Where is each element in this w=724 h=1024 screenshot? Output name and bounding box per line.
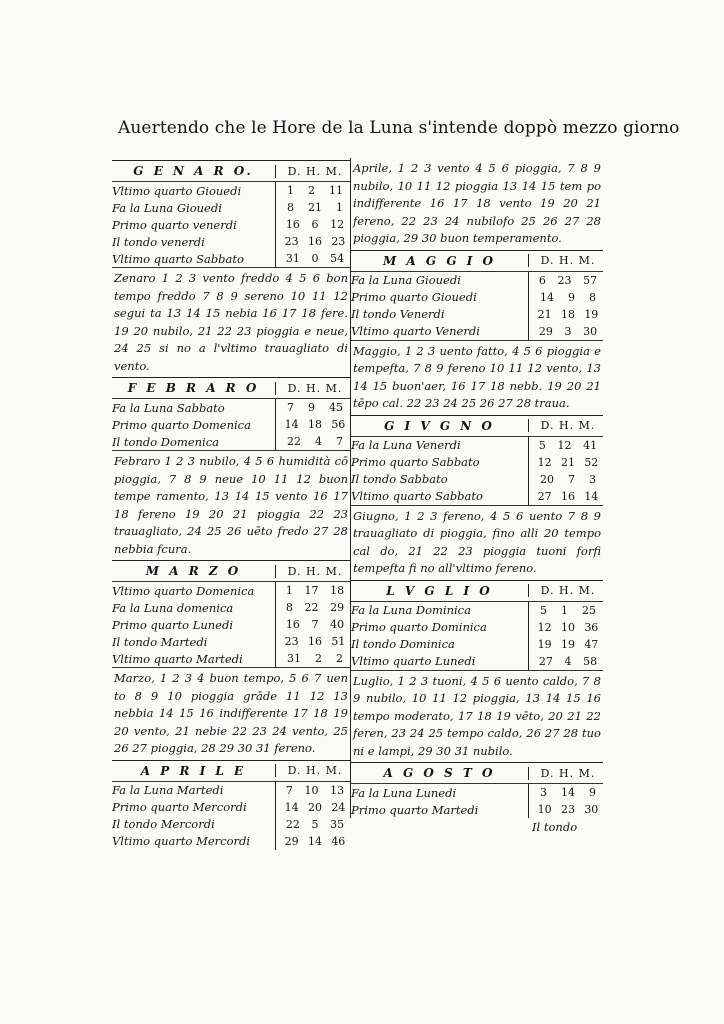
phase-label: Vltimo quarto Sabbato [112, 251, 244, 266]
hour-value: 4 [315, 435, 322, 448]
minute-value: 14 [584, 489, 599, 503]
minute-value: 30 [584, 803, 599, 816]
hour-value: 7 [311, 618, 319, 631]
weather-text-giugno: Giugno, 1 2 3 fereno, 4 5 6 uento 7 8 9 trauagliato di pioggia, fino alli 20 tempo cal do, 21 22 23 pioggia tuoni forfi tempefta fi no all'vltimo fereno. [353, 508, 601, 575]
dhm-header: D. H. M. [528, 419, 603, 432]
month-name: L V G L I O [386, 583, 493, 598]
phase-label: Il tondo Venerdi [351, 307, 445, 321]
month-header-luglio [351, 581, 603, 601]
phase-label: Primo quarto Martedi [351, 802, 479, 817]
day-value: 5 [538, 438, 546, 452]
minute-value: 47 [584, 637, 599, 651]
dhm-header: D. H. M. [275, 764, 350, 777]
phase-label: Vltimo quarto Sabbato [351, 489, 483, 503]
hour-value: 20 [307, 800, 322, 814]
month-header-giugno [351, 416, 603, 436]
hour-value: 16 [307, 635, 322, 648]
month-name: A G O S T O [383, 766, 496, 780]
hour-value: 18 [560, 307, 575, 321]
phase-row [351, 602, 603, 619]
phase-row [351, 619, 603, 636]
month-header-marzo [112, 561, 350, 581]
phase-row [351, 784, 603, 801]
phase-row [112, 582, 350, 599]
phase-row [351, 471, 603, 488]
day-value: 12 [537, 620, 552, 634]
weather-text-maggio: Maggio, 1 2 3 uento fatto, 4 5 6 pioggia e tempefta, 7 8 9 fereno 10 11 12 vento, 13 14 15 buon'aer, 16 17 18 nebb. 19 20 21 tēpo cal. 22 23 24 25 26 27 28 traua. [353, 343, 601, 410]
catchword: Il tondo [532, 820, 578, 834]
day-value: 1 [285, 584, 293, 597]
minute-value: 54 [330, 252, 345, 265]
minute-value: 24 [331, 800, 346, 814]
day-value: 10 [537, 803, 552, 816]
day-value: 31 [285, 252, 300, 265]
weather-text-aprile: Aprile, 1 2 3 vento 4 5 6 pioggia, 7 8 9 nubilo, 10 11 12 pioggia 13 14 15 tem po indifferente 16 17 18 vento 19 20 21 fereno, 22 23 24 nubilofo 25 26 27 28 pioggia, 29 30 buon temperamento. [353, 161, 601, 245]
minute-value: 2 [336, 652, 343, 665]
hour-value: 14 [307, 834, 322, 848]
phase-row [112, 782, 350, 799]
weather-text-febraro: Febraro 1 2 3 nubilo, 4 5 6 humidità cō pioggia, 7 8 9 neue 10 11 12 buon tempe ramento, 13 14 15 vento 16 17 18 fereno 19 20 21 pioggia 22 23 trauagliato, 24 25 26 uēto fredo 27 28 nebbia fcura. [114, 454, 348, 556]
phase-label: Primo quarto venerdi [112, 217, 237, 232]
minute-value: 25 [582, 603, 596, 617]
day-value: 23 [284, 235, 299, 248]
hour-value: 6 [311, 218, 319, 231]
phase-label: Primo quarto Domenica [112, 417, 251, 432]
hour-value: 23 [557, 273, 572, 287]
day-value: 22 [287, 435, 301, 448]
minute-value: 51 [331, 635, 346, 648]
phase-label: Il tondo Mercordi [112, 817, 215, 831]
phase-row [112, 650, 350, 667]
hour-value: 4 [564, 654, 572, 668]
hour-value: 18 [307, 418, 322, 431]
hour-value: 21 [308, 201, 322, 214]
minute-value: 46 [331, 834, 346, 848]
month-header-febraro [112, 378, 350, 398]
hour-value: 12 [557, 438, 572, 452]
month-header-genaro [112, 161, 350, 181]
month-name: A P R I L E [140, 763, 247, 778]
phase-label: Vltimo quarto Domenica [112, 583, 255, 598]
hour-value: 2 [315, 652, 322, 665]
hour-value: 23 [560, 803, 575, 816]
hour-value: 16 [307, 235, 322, 248]
minute-value: 8 [589, 290, 596, 304]
minute-value: 1 [336, 201, 343, 214]
day-value: 29 [284, 834, 299, 848]
phase-row [351, 454, 603, 471]
hour-value: 21 [560, 455, 575, 469]
minute-value: 12 [330, 218, 345, 231]
minute-value: 3 [589, 472, 596, 486]
month-name: F E B R A R O [127, 381, 260, 395]
phase-row [112, 616, 350, 633]
minute-value: 36 [584, 620, 599, 634]
phase-label: Il tondo Martedi [112, 634, 208, 649]
phase-row [112, 816, 350, 833]
minute-value: 19 [584, 307, 599, 321]
phase-row [112, 833, 350, 850]
minute-value: 23 [331, 235, 346, 248]
minute-value: 56 [331, 418, 346, 431]
minute-value: 35 [330, 817, 345, 831]
hour-value: 2 [308, 184, 315, 197]
minute-value: 58 [583, 654, 598, 668]
minute-value: 11 [329, 184, 343, 197]
phase-row [351, 636, 603, 653]
day-value: 16 [285, 218, 300, 231]
phase-row [112, 599, 350, 616]
hour-value: 7 [568, 472, 575, 486]
right-column [350, 158, 603, 818]
day-value: 8 [285, 601, 293, 614]
day-value: 14 [284, 418, 299, 431]
phase-label: Fa la Luna Sabbato [112, 400, 225, 415]
weather-text-marzo: Marzo, 1 2 3 4 buon tempo, 5 6 7 uen to 8 9 10 pioggia grāde 11 12 13 nebbia 14 15 16 indifferente 17 18 19 20 vento, 21 nebie 22 23 24 vento, 25 26 27 pioggia, 28 29 30 31 fereno. [114, 671, 348, 755]
minute-value: 41 [583, 438, 598, 452]
weather-text-genaro: Zenaro 1 2 3 vento freddo 4 5 6 bon tempo freddo 7 8 9 sereno 10 11 12 segui ta 13 14 15 nebia 16 17 18 fere. 19 20 nubilo, 21 22 23 pioggia e neue, 24 25 si no a l'vltimo trauagliato di vento. [114, 271, 348, 373]
phase-label: Fa la Luna Venerdi [351, 438, 461, 452]
minute-value: 18 [330, 584, 345, 597]
day-value: 6 [538, 273, 546, 287]
day-value: 29 [538, 324, 553, 338]
phase-row [112, 799, 350, 816]
phase-label: Fa la Luna Giouedi [351, 273, 461, 287]
day-value: 31 [287, 652, 301, 665]
day-value: 3 [540, 786, 547, 799]
phase-label: Fa la Luna Martedi [112, 783, 224, 797]
minute-value: 57 [583, 273, 598, 287]
phase-label: Vltimo quarto Lunedi [351, 654, 476, 668]
minute-value: 9 [589, 786, 596, 799]
dhm-header: D. H. M. [275, 165, 350, 178]
weather-text-luglio: Luglio, 1 2 3 tuoni, 4 5 6 uento caldo, 7 8 9 nubilo, 10 11 12 pioggia, 13 14 15 16 tempo moderato, 17 18 19 vēto, 20 21 22 feren, 23 24 25 tempo caldo, 26 27 28 tuo ni e lampi, 29 30 31 nubilo. [353, 673, 601, 758]
month-header-agosto [351, 763, 603, 783]
phase-row [112, 199, 350, 216]
hour-value: 5 [311, 817, 319, 831]
day-value: 21 [537, 307, 552, 321]
hour-value: 19 [560, 637, 575, 651]
dhm-header: D. H. M. [528, 584, 603, 597]
hour-value: 10 [304, 783, 319, 797]
phase-row [351, 289, 603, 306]
dhm-header: D. H. M. [528, 254, 603, 267]
day-value: 1 [287, 184, 294, 197]
hour-value: 10 [560, 620, 575, 634]
phase-row [351, 653, 603, 670]
day-value: 23 [284, 635, 299, 648]
left-column [112, 160, 350, 850]
phase-label: Il tondo venerdi [112, 234, 205, 249]
day-value: 20 [540, 472, 554, 486]
dhm-header: D. H. M. [528, 767, 603, 780]
phase-row [112, 250, 350, 267]
phase-row [112, 182, 350, 199]
phase-row [112, 433, 350, 450]
day-value: 8 [287, 201, 294, 214]
day-value: 12 [537, 455, 552, 469]
day-value: 27 [538, 654, 553, 668]
hour-value: 3 [564, 324, 572, 338]
phase-label: Fa la Luna Lunedi [351, 785, 457, 800]
hour-value: 16 [560, 489, 575, 503]
hour-value: 0 [311, 252, 319, 265]
phase-label: Vltimo quarto Martedi [112, 651, 243, 666]
month-name: G E N A R O. [133, 164, 254, 178]
minute-value: 7 [336, 435, 343, 448]
month-name: M A R Z O [145, 564, 242, 578]
day-value: 14 [284, 800, 299, 814]
phase-row [351, 323, 603, 340]
month-header-aprile [112, 761, 350, 781]
day-value: 14 [540, 290, 554, 304]
phase-row [351, 801, 603, 818]
phase-label: Vltimo quarto Mercordi [112, 834, 251, 848]
phase-label: Fa la Luna Dominica [351, 603, 471, 617]
phase-row [351, 306, 603, 323]
dhm-header: D. H. M. [275, 382, 350, 395]
phase-label: Primo quarto Giouedi [351, 290, 477, 304]
minute-value: 45 [329, 401, 343, 414]
month-name: G I V G N O [384, 418, 495, 433]
phase-row [112, 416, 350, 433]
phase-label: Primo quarto Lunedi [112, 617, 234, 632]
phase-label: Il tondo Domenica [112, 434, 220, 449]
phase-label: Il tondo Dominica [351, 637, 455, 651]
dhm-header: D. H. M. [275, 565, 350, 578]
phase-row [351, 437, 603, 454]
minute-value: 30 [583, 324, 598, 338]
phase-row [112, 633, 350, 650]
phase-row [112, 233, 350, 250]
minute-value: 13 [330, 783, 345, 797]
month-name: M A G G I O [382, 253, 497, 268]
hour-value: 17 [304, 584, 319, 597]
phase-row [351, 488, 603, 505]
day-value: 27 [537, 489, 552, 503]
phase-label: Vltimo quarto Venerdi [351, 324, 480, 338]
hour-value: 9 [308, 401, 315, 414]
phase-label: Il tondo Sabbato [351, 472, 448, 486]
month-header-maggio [351, 251, 603, 271]
day-value: 7 [287, 401, 294, 414]
phase-row [112, 216, 350, 233]
phase-label: Primo quarto Mercordi [112, 800, 247, 814]
day-value: 7 [285, 783, 293, 797]
phase-row [351, 272, 603, 289]
phase-label: Primo quarto Dominica [351, 620, 487, 634]
phase-label: Vltimo quarto Giouedi [112, 183, 242, 198]
minute-value: 40 [330, 618, 345, 631]
day-value: 19 [537, 637, 552, 651]
hour-value: 9 [568, 290, 575, 304]
minute-value: 52 [584, 455, 599, 469]
hour-value: 1 [561, 603, 568, 617]
phase-label: Primo quarto Sabbato [351, 455, 480, 469]
phase-label: Fa la Luna Giouedi [112, 200, 222, 215]
phase-row [112, 399, 350, 416]
page-title: Auertendo che le Hore de la Luna s'intende doppò mezzo giorno [118, 118, 680, 138]
minute-value: 29 [330, 601, 345, 614]
hour-value: 14 [561, 786, 575, 799]
day-value: 5 [540, 603, 547, 617]
hour-value: 22 [304, 601, 319, 614]
day-value: 16 [285, 618, 300, 631]
day-value: 22 [285, 817, 300, 831]
phase-label: Fa la Luna domenica [112, 600, 234, 615]
